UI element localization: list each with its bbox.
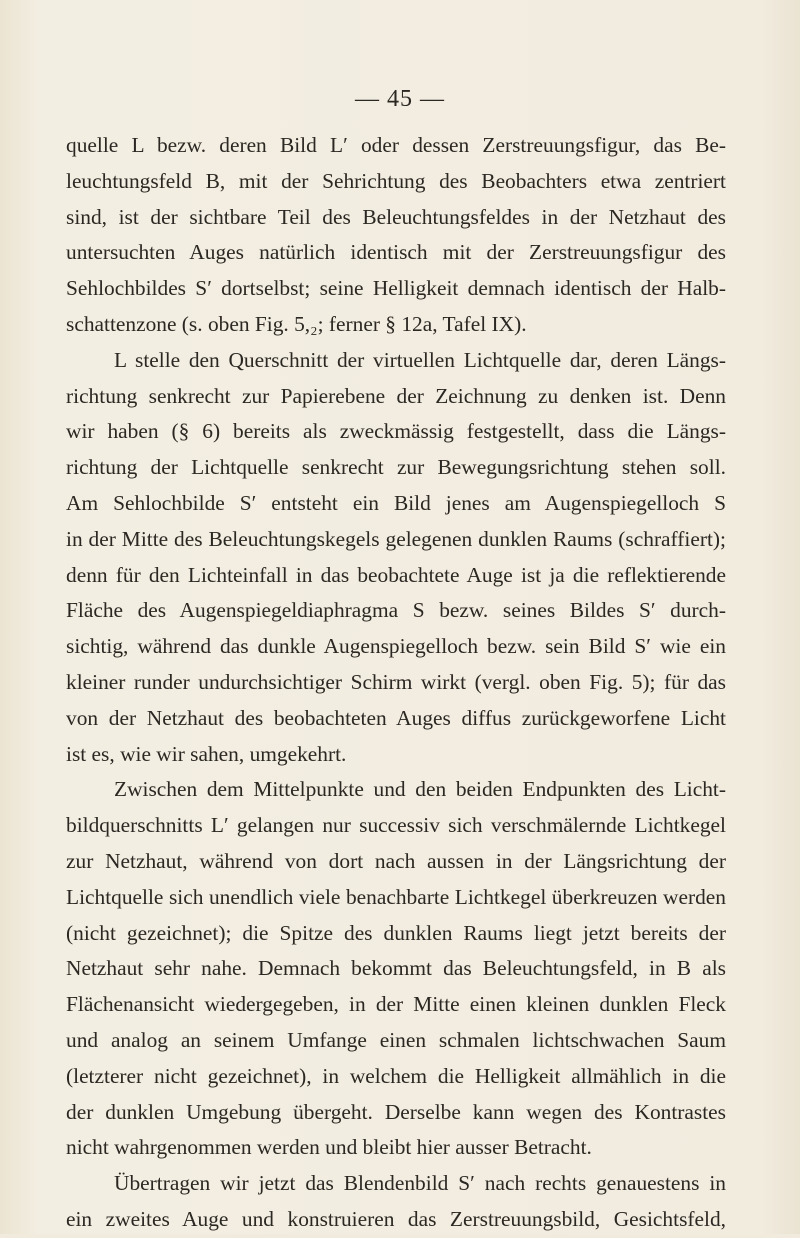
page-number: — 45 — [355, 86, 445, 112]
text-line: (letzterer nicht gezeichnet), in welchem die Helligkeit allmählich in die [66, 1063, 726, 1088]
text-line: Am Sehlochbilde S′ entsteht ein Bild jenes am Augenspiegelloch S [66, 490, 726, 515]
text-line: sind, ist der sichtbare Teil des Beleuchtungsfeldes in der Netzhaut des [66, 204, 726, 229]
text-line: Lichtquelle sich unendlich viele benachbarte Lichtkegel überkreuzen werden [66, 884, 726, 909]
text-line: richtung senkrecht zur Papierebene der Zeichnung zu denken ist. Denn [66, 383, 726, 408]
text-line: quelle L bezw. deren Bild L′ oder dessen Zerstreuungsfigur, das Be- [66, 133, 726, 157]
paragraph [66, 128, 726, 343]
text-line: richtung der Lichtquelle senkrecht zur Bewegungsrichtung stehen soll. [66, 455, 726, 480]
text-line: und analog an seinem Umfange einen schmalen lichtschwachen Saum [66, 1027, 726, 1052]
text-line: Fläche des Augenspiegeldiaphragma S bezw. seines Bildes S′ durch- [66, 598, 726, 623]
text-line: ist es, wie wir sahen, umgekehrt. [66, 741, 347, 766]
text-line: sichtig, während das dunkle Augenspiegelloch bezw. sein Bild S′ wie ein [66, 634, 726, 659]
text-line: Übertragen wir jetzt das Blendenbild S′ nach rechts genauestens in [114, 1171, 726, 1196]
paragraph [66, 772, 726, 1166]
text-line: ein zweites Auge und konstruieren das Zerstreuungsbild, Gesichtsfeld, [66, 1206, 726, 1231]
text-line: in der Mitte des Beleuchtungskegels gelegenen dunklen Raums (schraffiert); [66, 526, 726, 551]
paragraph [66, 1166, 726, 1238]
text-line: von der Netzhaut des beobachteten Auges diffus zurückgeworfene Licht [66, 705, 726, 730]
body-text [66, 128, 726, 1238]
text-line: Sehlochbildes S′ dortselbst; seine Helligkeit demnach identisch der Halb- [66, 276, 726, 301]
text-line: zur Netzhaut, während von dort nach aussen in der Längsrichtung der [66, 848, 726, 873]
text-line: nicht wahrgenommen werden und bleibt hier ausser Betracht. [66, 1135, 592, 1160]
paragraph [66, 343, 726, 773]
text-line: Netzhaut sehr nahe. Demnach bekommt das Beleuchtungsfeld, in B als [66, 956, 726, 981]
text-line: Zwischen dem Mittelpunkte und den beiden Endpunkten des Licht- [114, 777, 726, 802]
text-line: L stelle den Querschnitt der virtuellen Lichtquelle dar, deren Längs- [114, 347, 726, 372]
text-line: (nicht gezeichnet); die Spitze des dunklen Raums liegt jetzt bereits der [66, 920, 726, 945]
text-line: bildquerschnitts L′ gelangen nur successiv sich verschmälernde Lichtkegel [66, 813, 726, 838]
text-line: wir haben (§ 6) bereits als zweckmässig festgestellt, dass die Längs- [66, 419, 726, 444]
text-line: kleiner runder undurchsichtiger Schirm wirkt (vergl. oben Fig. 5); für das [66, 669, 726, 694]
text-line: der dunklen Umgebung übergeht. Derselbe kann wegen des Kontrastes [66, 1099, 726, 1124]
text-line: Flächenansicht wiedergegeben, in der Mitte einen kleinen dunklen Fleck [66, 992, 726, 1017]
text-line: schattenzone (s. oben Fig. 5,₂; ferner § 12a, Tafel IX). [66, 311, 527, 336]
text-line: denn für den Lichteinfall in das beobachtete Auge ist ja die reflektierende [66, 562, 726, 587]
text-line: untersuchten Auges natürlich identisch mit der Zerstreuungsfigur des [66, 240, 726, 265]
text-line: leuchtungsfeld B, mit der Sehrichtung des Beobachters etwa zentriert [66, 168, 726, 193]
